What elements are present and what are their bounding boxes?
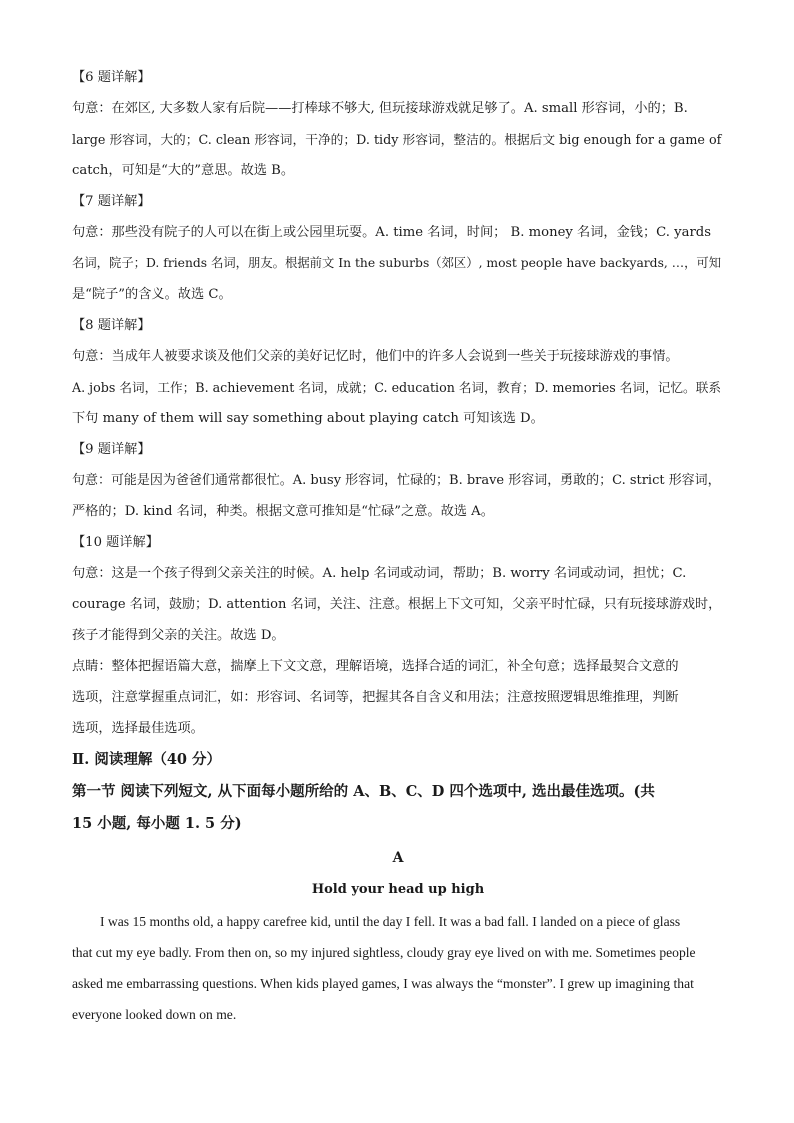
q9-explanation (72, 434, 724, 527)
q6-line: large 形容词，大的；C. clean 形容词，干净的；D. tidy 形容词，整洁的。根据后文 big enough for a game of (72, 132, 722, 147)
tips (72, 651, 724, 744)
q9-line: 严格的；D. kind 名词，种类。根据文意可推知是“忙碌”之意。故选 A。 (72, 504, 494, 519)
q10-line: 句意：这是一个孩子得到父亲关注的时候。A. help 名词或动词，帮助；B. worry 名词或动词，担忧；C. (72, 566, 687, 581)
q7-explanation (72, 186, 724, 310)
section-title: Ⅱ. 阅读理解（40 分） (72, 751, 222, 768)
passage-line: asked me embarrassing questions. When kids played games, I was always the “monster”. I grew up imagining that (72, 976, 694, 991)
q10-line: 孩子才能得到父亲的关注。故选 D。 (72, 628, 285, 643)
passage-a (72, 842, 724, 1030)
q7-line: 句意：那些没有院子的人可以在街上或公园里玩耍。A. time 名词，时间； B. money 名词，金钱；C. yards (72, 225, 711, 240)
q7-line: 名词，院子；D. friends 名词，朋友。根据前文 In the suburbs（郊区）, most people have backyards, …，可知 (72, 256, 722, 270)
q8-explanation (72, 310, 724, 434)
q8-line: 下句 many of them will say something about playing catch 可知该选 D。 (72, 411, 544, 426)
passage-line: that cut my eye badly. From then on, so my injured sightless, cloudy gray eye lived on with me. Sometimes people (72, 945, 696, 960)
q10-explanation (72, 527, 724, 651)
q10-line: courage 名词，鼓励；D. attention 名词，关注、注意。根据上下文可知，父亲平时忙碌，只有玩接球游戏时， (72, 597, 722, 612)
q6-line: catch，可知是“大的”意思。故选 B。 (72, 163, 295, 178)
section-instruction: 15 小题, 每小题 1. 5 分) (72, 815, 242, 832)
q8-line: A. jobs 名词，工作；B. achievement 名词，成就；C. education 名词，教育；D. memories 名词，记忆。联系 (72, 380, 722, 395)
q8-line: 句意：当成年人被要求谈及他们父亲的美好记忆时，他们中的许多人会说到一些关于玩接球游戏的事情。 (72, 349, 679, 364)
passage-line: I was 15 months old, a happy carefree kid, until the day I fell. It was a bad fall. I landed on a piece of glass (100, 914, 681, 929)
q7-line: 是“院子”的含义。故选 C。 (72, 287, 232, 302)
tips-line: 点睛：整体把握语篇大意，揣摩上下文文意，理解语境，选择合适的词汇，补全句意；选择最契合文意的 (72, 659, 679, 674)
q10-heading: 【10 题详解】 (72, 535, 159, 550)
q9-line: 句意：可能是因为爸爸们通常都很忙。A. busy 形容词，忙碌的；B. brave 形容词，勇敢的；C. strict 形容词， (72, 473, 721, 488)
q6-explanation (72, 62, 724, 186)
passage-letter: A (392, 850, 404, 866)
q6-heading: 【6 题详解】 (72, 70, 151, 85)
q6-line: 句意：在郊区, 大多数人家有后院——打棒球不够大, 但玩接球游戏就足够了。A. small 形容词，小的；B. (72, 101, 688, 116)
q7-heading: 【7 题详解】 (72, 194, 151, 209)
section-2 (72, 744, 724, 840)
tips-line: 选项，选择最佳选项。 (72, 721, 204, 736)
document-page (72, 62, 724, 1030)
q9-heading: 【9 题详解】 (72, 442, 151, 457)
tips-line: 选项，注意掌握重点词汇，如：形容词、名词等，把握其各自含义和用法；注意按照逻辑思维推理，判断 (72, 690, 679, 705)
section-instruction: 第一节 阅读下列短文, 从下面每小题所给的 A、B、C、D 四个选项中, 选出最佳选项。(共 (72, 783, 655, 800)
passage-title: Hold your head up high (311, 882, 485, 897)
q8-heading: 【8 题详解】 (72, 318, 151, 333)
passage-line: everyone looked down on me. (72, 1007, 237, 1022)
